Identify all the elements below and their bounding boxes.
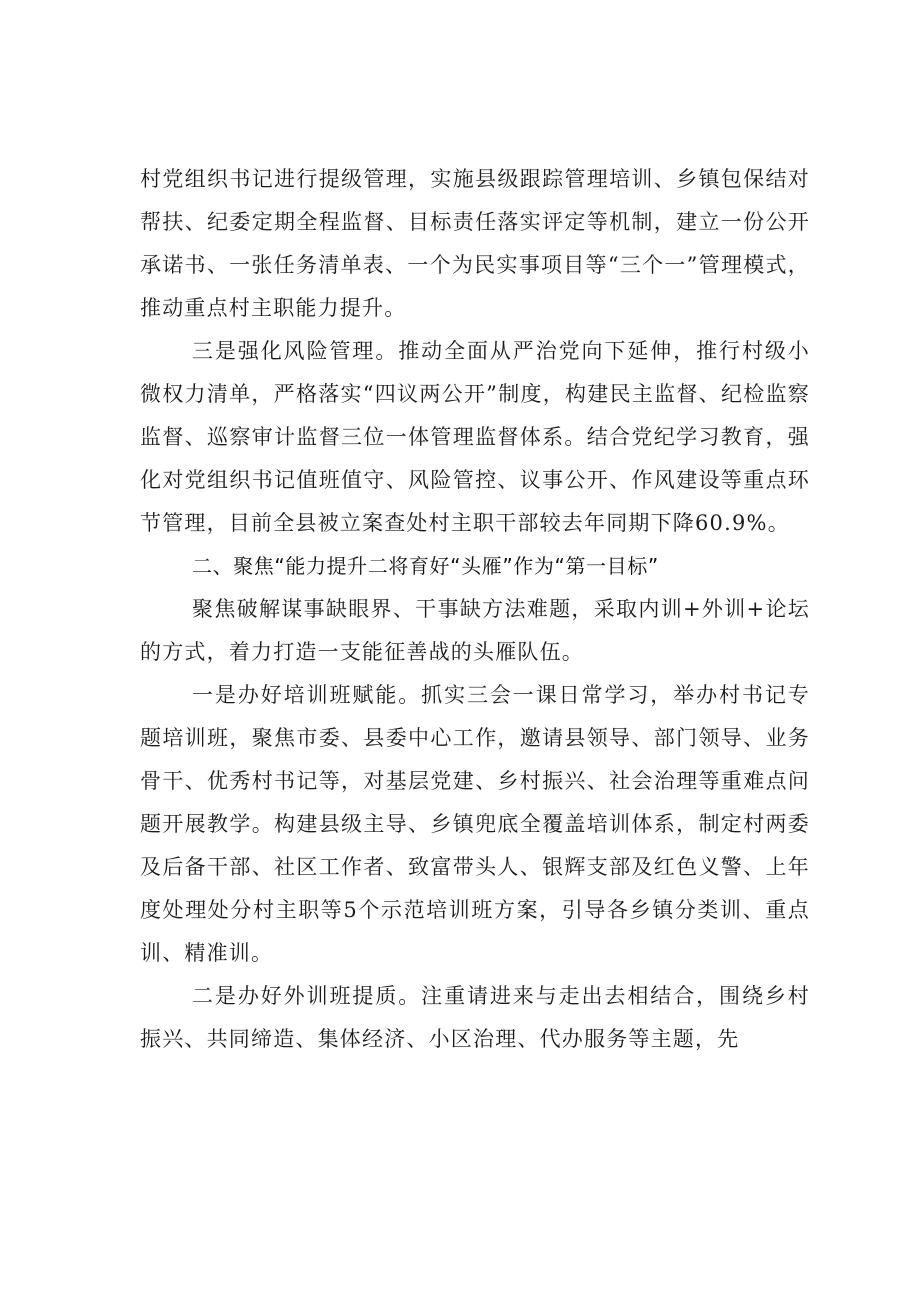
paragraph-training-overview: 聚焦破解谋事缺眼界、干事缺方法难题，采取内训+外训+论坛的方式，着力打造一支能征善战的头雁队伍。 — [140, 597, 810, 664]
document-body — [140, 158, 810, 1061]
paragraph-risk-management: 三是强化风险管理。推动全面从严治党向下延伸，推行村级小微权力清单，严格落实“四议两公开”制度，构建民主监督、纪检监察监督、巡察审计监督三位一体管理监督体系。结合党纪学习教育，强化对党组织书记值班值守、风险管控、议事公开、作风建设等重点环节管理，目前全县被立案查处村主职干部较去年同期下降60.9%。 — [140, 339, 810, 535]
paragraph-internal-training: 一是办好培训班赋能。抓实三会一课日常学习，举办村书记专题培训班，聚焦市委、县委中心工作，邀请县领导、部门领导、业务骨干、优秀村书记等，对基层党建、乡村振兴、社会治理等重难点问题开展教学。构建县级主导、乡镇兜底全覆盖培训体系，制定村两委及后备干部、社区工作者、致富带头人、银辉支部及红色义警、上年度处理处分村主职等5个示范培训班方案，引导各乡镇分类训、重点训、精准训。 — [140, 683, 810, 965]
section-heading-leader-training: 二、聚焦“能力提升二将育好“头雁”作为“第一目标” — [192, 554, 659, 578]
paragraph-external-training: 二是办好外训班提质。注重请进来与走出去相结合，围绕乡村振兴、共同缔造、集体经济、小区治理、代办服务等主题，先 — [140, 984, 810, 1051]
paragraph-continued-management-model: 村党组织书记进行提级管理，实施县级跟踪管理培训、乡镇包保结对帮扶、纪委定期全程监督、目标责任落实评定等机制，建立一份公开承诺书、一张任务清单表、一个为民实事项目等“三个一”管理模式，推动重点村主职能力提升。 — [140, 167, 810, 320]
